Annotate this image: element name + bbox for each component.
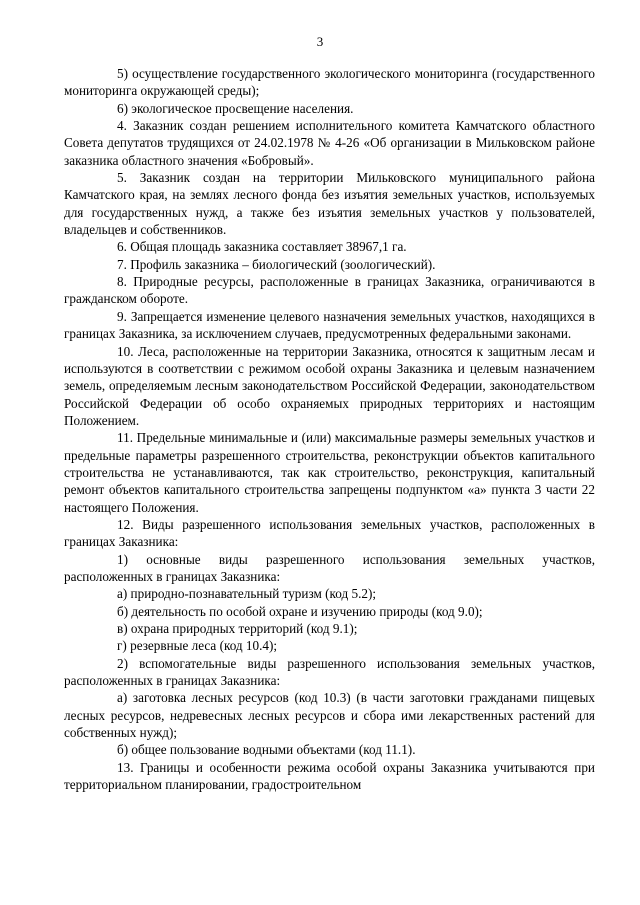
paragraph: б) деятельность по особой охране и изучению природы (код 9.0);	[117, 603, 483, 619]
document-body	[64, 65, 595, 793]
paragraph: 9. Запрещается изменение целевого назначения земельных участков, находящихся в границах Заказника, за исключением случаев, предусмотренных федеральными законами.	[64, 308, 595, 342]
paragraph: 5) осуществление государственного экологического мониторинга (государственного мониторинга окружающей среды);	[64, 66, 595, 99]
paragraph: 6) экологическое просвещение населения.	[117, 100, 354, 116]
paragraph: 13. Границы и особенности режима особой охраны Заказника учитываются при территориальном планировании, градостроительном	[64, 759, 595, 793]
paragraph: б) общее пользование водными объектами (код 11.1).	[117, 742, 416, 758]
paragraph: 2) вспомогательные виды разрешенного использования земельных участков, расположенных в границах Заказника:	[64, 655, 595, 689]
paragraph: 8. Природные ресурсы, расположенные в границах Заказника, ограничиваются в гражданском обороте.	[64, 274, 595, 307]
paragraph: 1) основные виды разрешенного использования земельных участков, расположенных в границах Заказника:	[64, 551, 595, 584]
paragraph: в) охрана природных территорий (код 9.1);	[117, 621, 358, 636]
paragraph: 11. Предельные минимальные и (или) максимальные размеры земельных участков и предельные параметры разрешенного строительства, реконструкции объектов капитального строительства не устанавливаются, так как строительство, реконструкция, капитальный ремонт объектов капитального строительства запрещены подпунктом «а» пункта 3 части 22 настоящего Положения.	[64, 430, 595, 515]
paragraph: 7. Профиль заказника – биологический (зоологический).	[117, 256, 436, 272]
paragraph: а) природно-познавательный туризм (код 5.2);	[117, 586, 377, 602]
paragraph: г) резервные леса (код 10.4);	[117, 638, 278, 654]
page-number: 3	[316, 34, 324, 49]
paragraph: 6. Общая площадь заказника составляет 38967,1 га.	[117, 239, 407, 255]
paragraph: 5. Заказник создан на территории Мильковского муниципального района Камчатского края, на землях лесного фонда без изъятия земельных участков, используемых для государственных нужд, а также без изъятия земельных участков у пользователей, владельцев и собственников.	[64, 170, 595, 238]
paragraph: 10. Леса, расположенные на территории Заказника, относятся к защитным лесам и используются в соответствии с режимом особой охраны Заказника и целевым назначением земель, определяемым лесным законодательством Российской Федерации, законодательством Российской Федерации об особо охраняемых природных территориях и настоящим Положением.	[64, 343, 595, 428]
paragraph: 12. Виды разрешенного использования земельных участков, расположенных в границах Заказника:	[64, 516, 595, 550]
paragraph: 4. Заказник создан решением исполнительного комитета Камчатского областного Совета депутатов трудящихся от 24.02.1978 № 4-26 «Об организации в Мильковском районе заказника областного значения «Бобровый».	[64, 118, 595, 168]
paragraph: а) заготовка лесных ресурсов (код 10.3) (в части заготовки гражданами пищевых лесных ресурсов, недревесных лесных ресурсов и сбора ими лекарственных растений для собственных нужд);	[64, 690, 595, 741]
